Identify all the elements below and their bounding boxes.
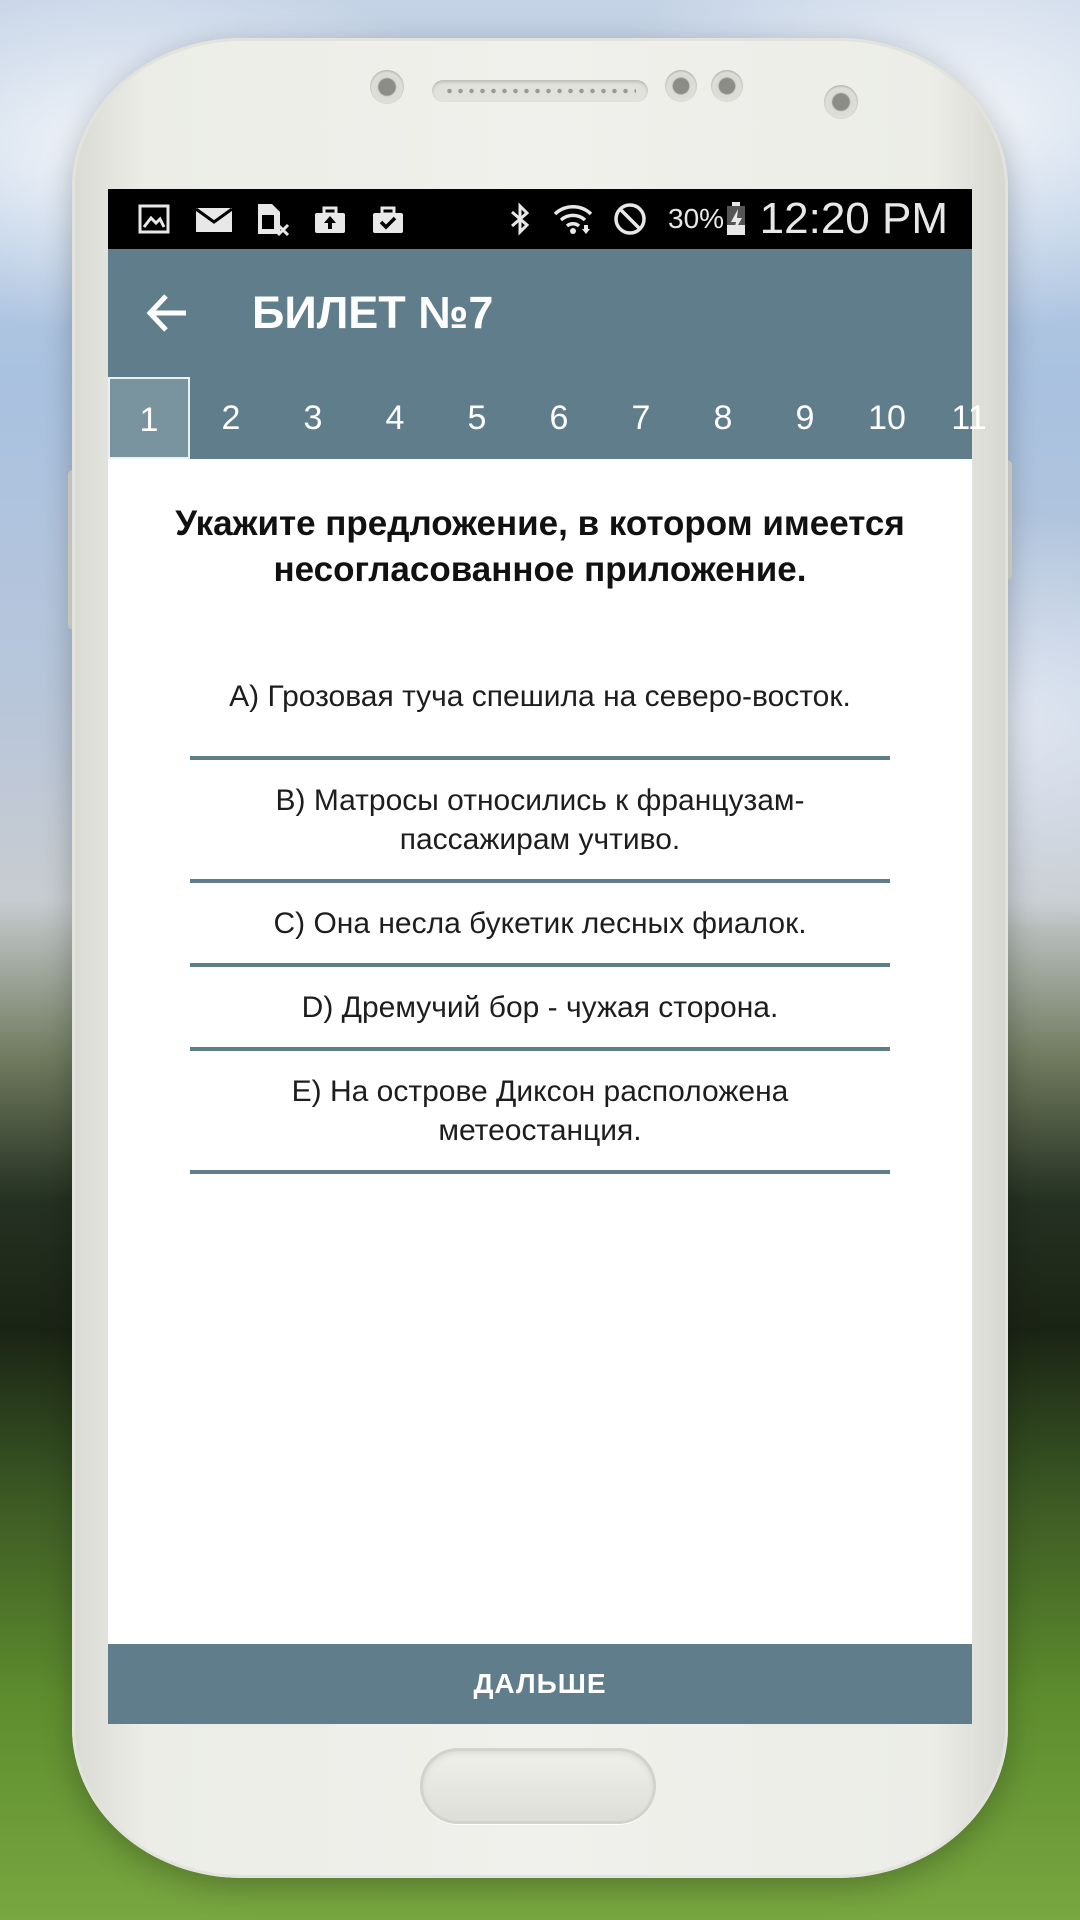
do-not-disturb-icon	[612, 201, 648, 237]
answer-list	[190, 637, 890, 1174]
ticket-question-tabs	[108, 377, 987, 459]
arrow-left-icon[interactable]	[138, 283, 198, 343]
tab-question-9[interactable]: 9	[795, 399, 815, 437]
tab-question-10[interactable]: 10	[868, 399, 906, 437]
bluetooth-icon	[502, 201, 538, 237]
tab-question-7[interactable]: 7	[631, 399, 651, 437]
battery-icon	[724, 201, 748, 237]
home-button[interactable]	[420, 1748, 656, 1824]
light-sensor	[711, 70, 743, 102]
mail-icon	[194, 201, 234, 237]
tab-question-1[interactable]: 1	[108, 377, 190, 459]
answer-option-c[interactable]: C) Она несла букетик лесных фиалок.	[190, 883, 890, 967]
sim-card-icon	[254, 201, 290, 237]
wifi-icon	[552, 201, 594, 237]
app-toolbar	[108, 249, 972, 377]
front-camera	[370, 70, 404, 104]
tab-question-11[interactable]: 11	[951, 399, 987, 437]
tab-question-2[interactable]: 2	[221, 399, 241, 437]
status-clock: 12:20 PM	[759, 194, 948, 243]
answer-option-b[interactable]: B) Матросы относились к французам-пассажирам учтиво.	[190, 760, 890, 883]
answer-option-e[interactable]: E) На острове Диксон расположена метеостанция.	[190, 1051, 890, 1174]
camera-sensor	[824, 85, 858, 119]
answer-option-a[interactable]: A) Грозовая туча спешила на северо-восток.	[190, 637, 890, 760]
page-title: БИЛЕТ №7	[252, 287, 494, 338]
proximity-sensor	[665, 70, 697, 102]
battery-percent: 30%	[668, 203, 725, 234]
question-text: Укажите предложение, в котором имеется несогласованное приложение.	[175, 504, 905, 589]
status-bar	[108, 189, 972, 249]
tab-question-6[interactable]: 6	[549, 399, 569, 437]
phone-screen	[108, 189, 987, 1724]
briefcase-check-icon	[370, 201, 406, 237]
briefcase-upload-icon	[312, 201, 348, 237]
tab-question-5[interactable]: 5	[467, 399, 487, 437]
earpiece-speaker	[432, 80, 648, 102]
next-button[interactable]: ДАЛЬШЕ	[108, 1644, 972, 1724]
tab-question-4[interactable]: 4	[385, 399, 405, 437]
answer-option-d[interactable]: D) Дремучий бор - чужая сторона.	[190, 967, 890, 1051]
tab-question-8[interactable]: 8	[713, 399, 733, 437]
tab-question-3[interactable]: 3	[303, 399, 323, 437]
image-icon	[136, 201, 172, 237]
